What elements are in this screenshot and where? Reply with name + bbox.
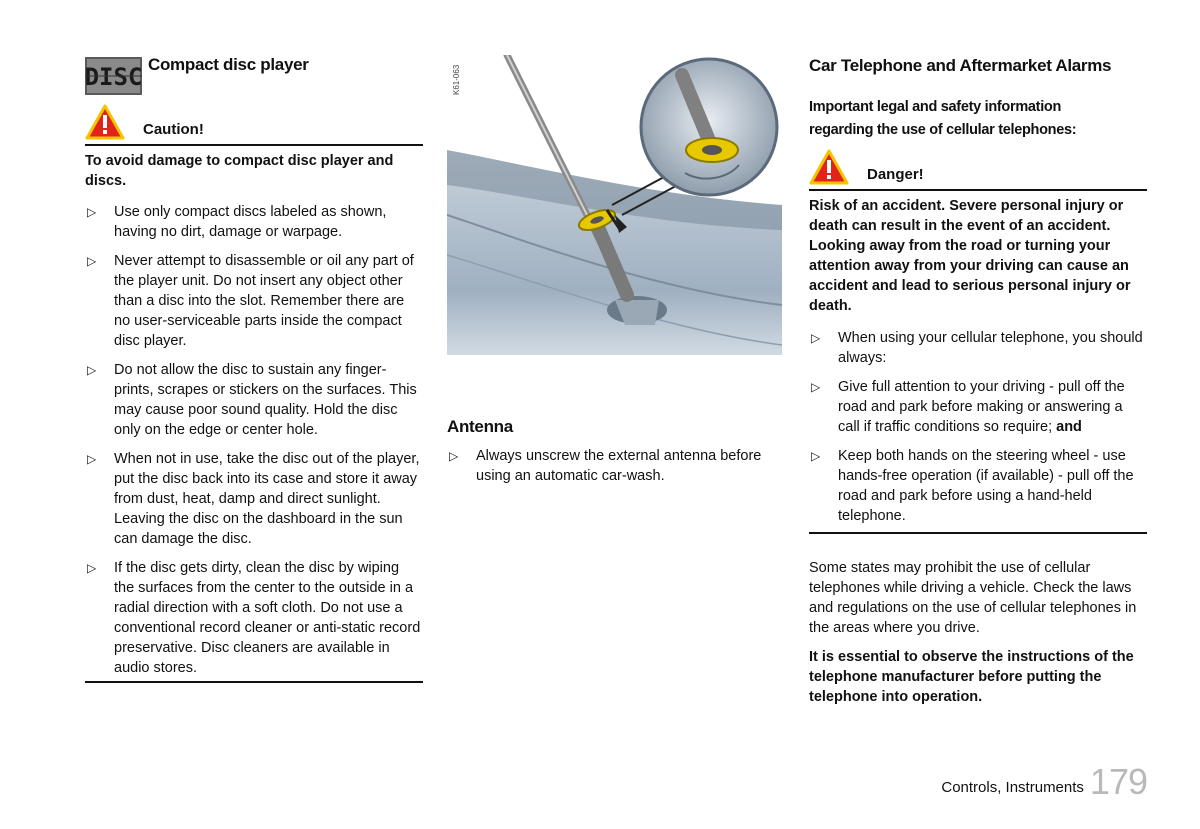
triangle-bullet-icon: ▷ (87, 452, 97, 466)
triangle-bullet-icon: ▷ (87, 363, 97, 377)
telephone-bullet-list (809, 328, 1147, 535)
triangle-bullet-icon: ▷ (449, 449, 459, 463)
list-item: ▷ If the disc gets dirty, clean the disc by wiping the surfaces from the center to the outside in a radial direction with a soft cloth. Do not use a conventional record cleaner or anti-static record preservative. Disc cleaners are available in audio stores. (87, 560, 421, 676)
page-footer (941, 758, 1147, 800)
danger-row (809, 145, 1147, 185)
list-item: ▷ Do not allow the disc to sustain any finger-prints, scrapes or stickers on the surfaces. This may cause poor sound quality. Hold the disc only on the edge or center hole. (87, 362, 417, 438)
divider (85, 681, 423, 683)
triangle-bullet-icon: ▷ (811, 449, 821, 463)
divider (809, 189, 1147, 191)
cd-header (85, 55, 423, 95)
figure-code: K61-063 (452, 64, 461, 95)
divider (809, 532, 1147, 534)
list-item: ▷ Always unscrew the external antenna before using an automatic car-wash. (449, 448, 762, 484)
list-item: ▷ When using your cellular telephone, you should always: (811, 330, 1143, 366)
danger-label: Danger! (867, 166, 924, 183)
triangle-bullet-icon: ▷ (87, 205, 97, 219)
cd-bullet-list (85, 202, 423, 687)
cd-title: Compact disc player (148, 55, 309, 74)
triangle-bullet-icon: ▷ (87, 254, 97, 268)
footer-section: Controls, Instruments (941, 779, 1084, 796)
telephone-note: Some states may prohibit the use of cellular telephones while driving a vehicle. Check the laws and regulations on the use of cellular telephones in the areas where you drive. (809, 560, 1137, 636)
list-item: ▷ Use only compact discs labeled as shown, having no dirt, damage or warpage. (87, 204, 387, 240)
caution-row (85, 100, 423, 140)
caution-label: Caution! (143, 121, 204, 138)
triangle-bullet-icon: ▷ (811, 380, 821, 394)
page-number: 179 (1089, 761, 1147, 802)
antenna-title: Antenna (447, 417, 513, 436)
list-item: ▷ Never attempt to disassemble or oil any part of the player unit. Do not insert any object other than a disc into the slot. Remember there are no user-serviceable parts inside the compact disc player. (87, 253, 414, 349)
list-item: ▷ Give full attention to your driving - pull off the road and park before making or answering a call if traffic conditions so require; and (811, 379, 1125, 435)
triangle-bullet-icon: ▷ (811, 331, 821, 345)
compact-disc-logo-icon (85, 57, 142, 95)
warning-triangle-icon (85, 104, 125, 140)
antenna-bullet-list (447, 446, 777, 495)
antenna-illustration (447, 55, 782, 385)
danger-text: Risk of an accident. Severe personal injury or death can result in the event of an accident. Looking away from the road or turning your attention away from your driving can cause an accident and lead to serious personal injury or death. (809, 198, 1131, 314)
list-item: ▷ When not in use, take the disc out of the player, put the disc back into its case and store it away from dust, heat, damp and direct sunlight. Leaving the disc on the dashboard in the sun can damage the disc. (87, 451, 420, 547)
list-item: ▷ Keep both hands on the steering wheel - use hands-free operation (if available) - pull off the road and park before using a hand-held telephone. (811, 448, 1134, 524)
divider (85, 144, 423, 146)
warning-triangle-icon (809, 149, 849, 185)
svg-text:DISC: DISC (85, 63, 142, 91)
telephone-final-note: It is essential to observe the instructions of the telephone manufacturer before putting the telephone into operation. (809, 649, 1134, 705)
triangle-bullet-icon: ▷ (87, 561, 97, 575)
cd-warning: To avoid damage to compact disc player and discs. (85, 153, 394, 189)
telephone-title: Car Telephone and Aftermarket Alarms (809, 56, 1112, 75)
telephone-subtitle: Important legal and safety information regarding the use of cellular telephones: (809, 99, 1077, 138)
